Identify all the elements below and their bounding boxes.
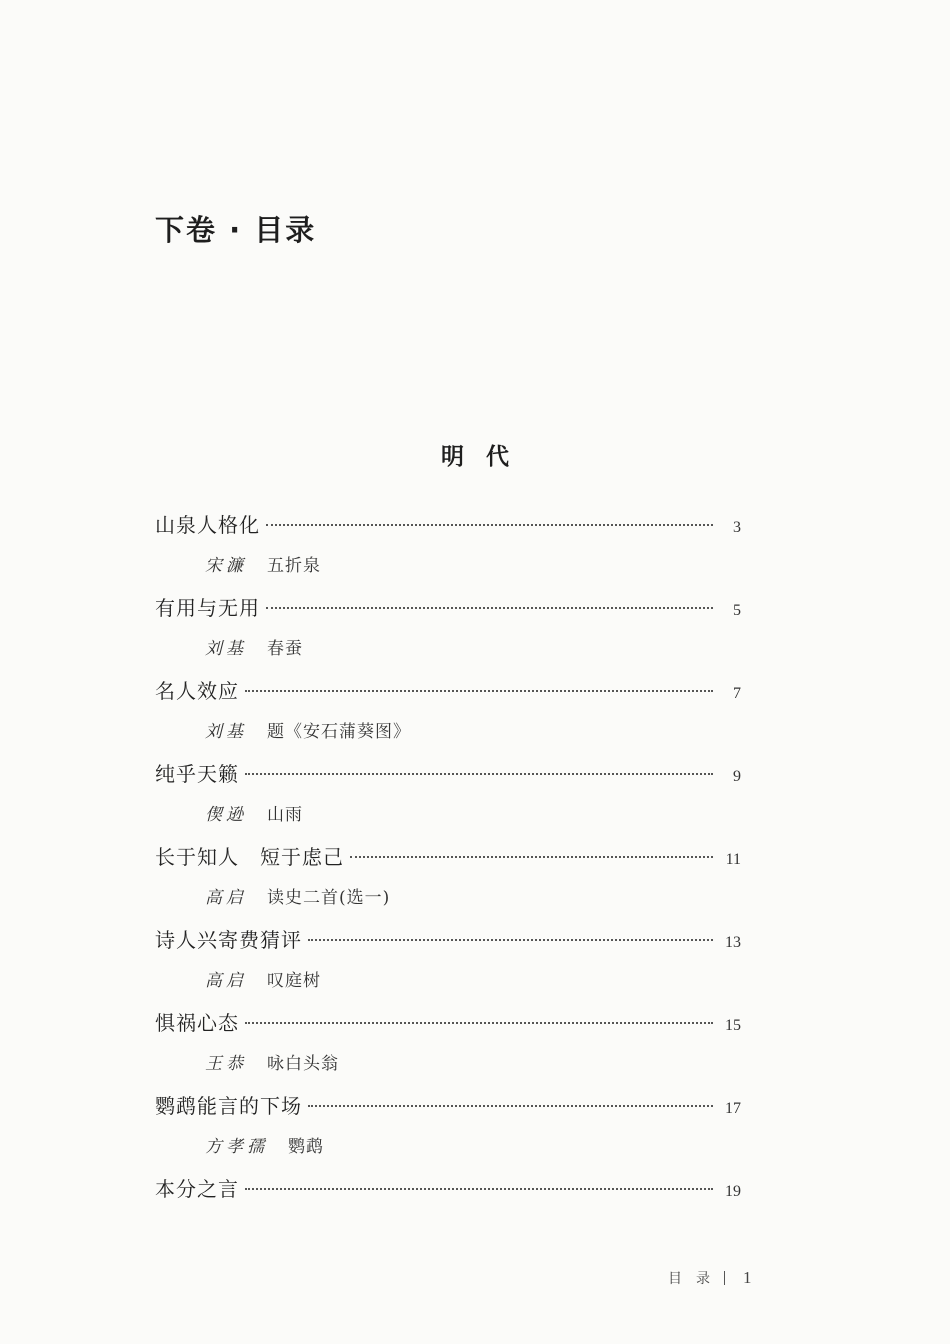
page-number[interactable]: 7 (733, 685, 741, 702)
page-title: 下卷 · 目录 (155, 213, 317, 247)
work-title: 题《安石蒲葵图》 (267, 722, 411, 742)
entry-source (155, 1046, 741, 1083)
toc-entry[interactable] (155, 1000, 741, 1083)
entry-title[interactable]: 纯乎天籁 (155, 762, 239, 786)
page-number[interactable]: 15 (725, 1017, 741, 1034)
page-number[interactable]: 13 (725, 934, 741, 951)
entry-line (155, 1083, 741, 1129)
author-name: 王恭 (205, 1054, 247, 1074)
entry-source (155, 797, 741, 834)
table-of-contents (155, 502, 741, 1249)
page-number[interactable]: 3 (733, 519, 741, 536)
work-title: 叹庭树 (267, 971, 321, 991)
entry-source (155, 880, 741, 917)
dot-leader (245, 1022, 713, 1024)
entry-line (155, 1166, 741, 1212)
entry-title[interactable]: 有用与无用 (155, 596, 260, 620)
work-title: 读史二首(选一) (267, 888, 391, 908)
entry-line (155, 834, 741, 880)
toc-entry[interactable] (155, 751, 741, 834)
toc-entry[interactable] (155, 1083, 741, 1166)
author-name: 偰逊 (205, 805, 247, 825)
author-name: 刘基 (205, 639, 247, 659)
work-title: 五折泉 (267, 556, 321, 576)
toc-entry[interactable] (155, 834, 741, 917)
author-name: 刘基 (205, 722, 247, 742)
page-number[interactable]: 5 (733, 602, 741, 619)
entry-source (155, 631, 741, 668)
entry-source (155, 548, 741, 585)
entry-title[interactable]: 长于知人 短于虑己 (155, 845, 344, 869)
dot-leader (245, 1188, 713, 1190)
entry-line (155, 917, 741, 963)
dot-leader (308, 939, 713, 941)
entry-line (155, 585, 741, 631)
entry-line (155, 1000, 741, 1046)
entry-title[interactable]: 鹦鹉能言的下场 (155, 1094, 302, 1118)
toc-entry[interactable] (155, 668, 741, 751)
toc-entry[interactable] (155, 585, 741, 668)
footer-page-number: 1 (743, 1268, 752, 1287)
author-name: 高启 (205, 971, 247, 991)
dot-leader (308, 1105, 713, 1107)
entry-title[interactable]: 惧祸心态 (155, 1011, 239, 1035)
dot-leader (350, 856, 713, 858)
dot-leader (245, 690, 713, 692)
author-name: 方孝孺 (205, 1137, 268, 1157)
page-number[interactable]: 9 (733, 768, 741, 785)
entry-source (155, 963, 741, 1000)
entry-title[interactable]: 山泉人格化 (155, 513, 260, 537)
work-title: 鹦鹉 (288, 1137, 324, 1157)
page-number[interactable]: 19 (725, 1183, 741, 1200)
entry-title[interactable]: 诗人兴寄费猜评 (155, 928, 302, 952)
toc-entry[interactable] (155, 502, 741, 585)
work-title: 咏白头翁 (267, 1054, 339, 1074)
author-name: 高启 (205, 888, 247, 908)
author-name: 宋濂 (205, 556, 247, 576)
entry-title[interactable]: 名人效应 (155, 679, 239, 703)
footer-divider (724, 1271, 725, 1285)
page-number[interactable]: 17 (725, 1100, 741, 1117)
entry-source (155, 1129, 741, 1166)
entry-line (155, 668, 741, 714)
work-title: 山雨 (267, 805, 303, 825)
dot-leader (245, 773, 713, 775)
entry-title[interactable]: 本分之言 (155, 1177, 239, 1201)
dot-leader (266, 524, 713, 526)
page-number[interactable]: 11 (725, 851, 741, 868)
entry-source (155, 714, 741, 751)
entry-line (155, 751, 741, 797)
footer-label: 目录 (668, 1271, 724, 1287)
work-title: 春蚕 (267, 639, 303, 659)
section-heading: 明代 (441, 443, 531, 470)
toc-entry[interactable] (155, 1166, 741, 1249)
toc-entry[interactable] (155, 917, 741, 1000)
entry-line (155, 502, 741, 548)
dot-leader (266, 607, 713, 609)
page-footer (668, 1268, 752, 1288)
